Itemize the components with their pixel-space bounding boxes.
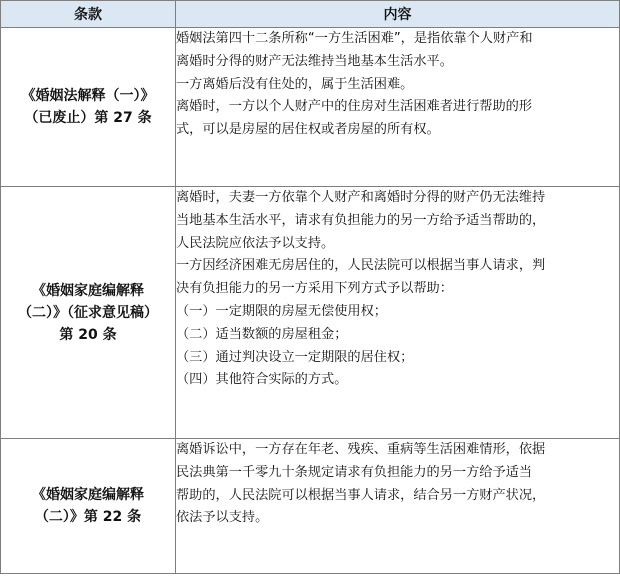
content-text-line: 婚姻法第四十二条所称“一方生活困难”，是指依靠个人财产和 — [176, 31, 533, 46]
content-text-line: （三）通过判决设立一定期限的居住权； — [176, 349, 414, 365]
content-text-line: 一方因经济困难无房居住的，人民法院可以根据当事人请求，判 — [176, 258, 546, 274]
content-text-line: 民法典第一千零九十条规定请求有负担能力的另一方给予适当 — [176, 464, 533, 480]
content-text-line: （二）适当数额的房屋租金； — [176, 326, 348, 342]
clause-text-line: 《婚姻家庭编解释 — [32, 282, 144, 299]
content-text-line: 人民法院应依法予以支持。 — [176, 235, 335, 251]
content-text-line: 决有负担能力的另一方采用下列方式予以帮助： — [176, 281, 453, 297]
content-cell — [176, 439, 620, 574]
content-text-line: （四）其他符合实际的方式。 — [176, 372, 348, 388]
content-text-line: 离婚时分得的财产无法维持当地基本生活水平。 — [176, 53, 453, 69]
clause-text-line: 第 20 条 — [59, 326, 117, 343]
clause-text-line: （二）》（征求意见稿） — [18, 304, 158, 321]
clause-column-header: 条款 — [1, 1, 176, 28]
table-row — [1, 439, 620, 574]
content-text-line: 一方离婚后没有住处的，属于生活困难。 — [176, 76, 414, 92]
content-text-line: 离婚诉讼中，一方存在年老、残疾、重病等生活困难情形，依据 — [176, 442, 546, 457]
table-header-row — [1, 1, 620, 28]
clause-cell — [1, 187, 176, 439]
content-text-line: （一）一定期限的房屋无偿使用权； — [176, 303, 387, 319]
clause-text-line: （二）》第 22 条 — [34, 509, 142, 525]
content-text-line: 离婚时，一方以个人财产中的住房对生活困难者进行帮助的形 — [176, 99, 533, 115]
content-text-line: 式，可以是房屋的居住权或者房屋的所有权。 — [176, 122, 440, 138]
table-row — [1, 28, 620, 187]
clause-text-line: 《婚姻法解释（一）》 — [21, 88, 155, 104]
content-text-line: 帮助的，人民法院可以根据当事人请求，结合另一方财产状况， — [176, 487, 546, 503]
clause-cell — [1, 28, 176, 187]
clause-text-line: 《婚姻家庭编解释 — [32, 487, 144, 503]
table-row — [1, 187, 620, 439]
clause-text-line: （已废止）第 27 条 — [24, 110, 152, 126]
clause-cell — [1, 439, 176, 574]
content-cell — [176, 28, 620, 187]
content-column-header: 内容 — [176, 1, 620, 28]
content-text-line: 依法予以支持。 — [176, 510, 269, 526]
content-text-line: 离婚时，夫妻一方依靠个人财产和离婚时分得的财产仍无法维持 — [176, 190, 546, 205]
content-text-line: 当地基本生活水平，请求有负担能力的另一方给予适当帮助的， — [176, 212, 546, 228]
content-cell — [176, 187, 620, 439]
